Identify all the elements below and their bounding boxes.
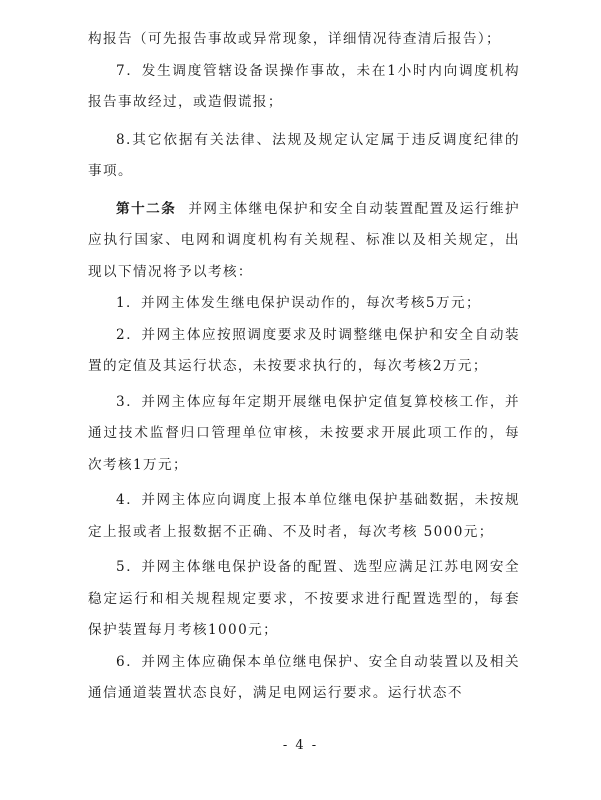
clause-1 [88,288,520,320]
paragraph-text: 6．并网主体应确保本单位继电保护、安全自动装置以及相关通信通道装置状态良好，满足电网运行要求。运行状态不 [88,653,520,701]
paragraph-item-8 [88,125,520,188]
paragraph-text: 1．并网主体发生继电保护误动作的，每次考核5万元； [116,295,481,311]
article-label: 第十二条 [116,200,177,217]
paragraph-continuation [88,24,520,56]
paragraph-text: 并网主体继电保护和安全自动装置配置及运行维护应执行国家、电网和调度机构有关规程、标准以及相关规定，出现以下情况将予以考核： [88,200,520,280]
page-number: - 4 - [282,738,319,753]
clause-4 [88,485,520,548]
clause-3 [88,387,520,482]
paragraph-text: 8.其它依据有关法律、法规及规定认定属于违反调度纪律的事项。 [88,131,520,179]
article-12-paragraph [88,194,520,289]
paragraph-text: 2．并网主体应按照调度要求及时调整继电保护和安全自动装置的定值及其运行状态，未按要求执行的，每次考核2万元； [88,326,520,374]
clause-2 [88,320,520,383]
clause-6 [88,647,520,710]
paragraph-item-7 [88,56,520,119]
paragraph-text: 4．并网主体应向调度上报本单位继电保护基础数据，未按规定上报或者上报数据不正确、不及时者，每次考核 5000元； [88,492,520,540]
paragraph-text: 3．并网主体应每年定期开展继电保护定值复算校核工作，并通过技术监督归口管理单位审核，未按要求开展此项工作的，每次考核1万元； [88,393,520,473]
paragraph-text: 5．并网主体继电保护设备的配置、选型应满足江苏电网安全稳定运行和相关规程规定要求，不按要求进行配置选型的，每套保护装置每月考核1000元； [88,559,520,638]
clause-5 [88,552,520,647]
paragraph-text: 构报告（可先报告事故或异常现象，详细情况待查清后报告）； [88,31,502,47]
paragraph-text: 7．发生调度管辖设备误操作事故，未在1小时内向调度机构报告事故经过，或造假谎报； [88,62,520,110]
document-page [88,24,520,710]
